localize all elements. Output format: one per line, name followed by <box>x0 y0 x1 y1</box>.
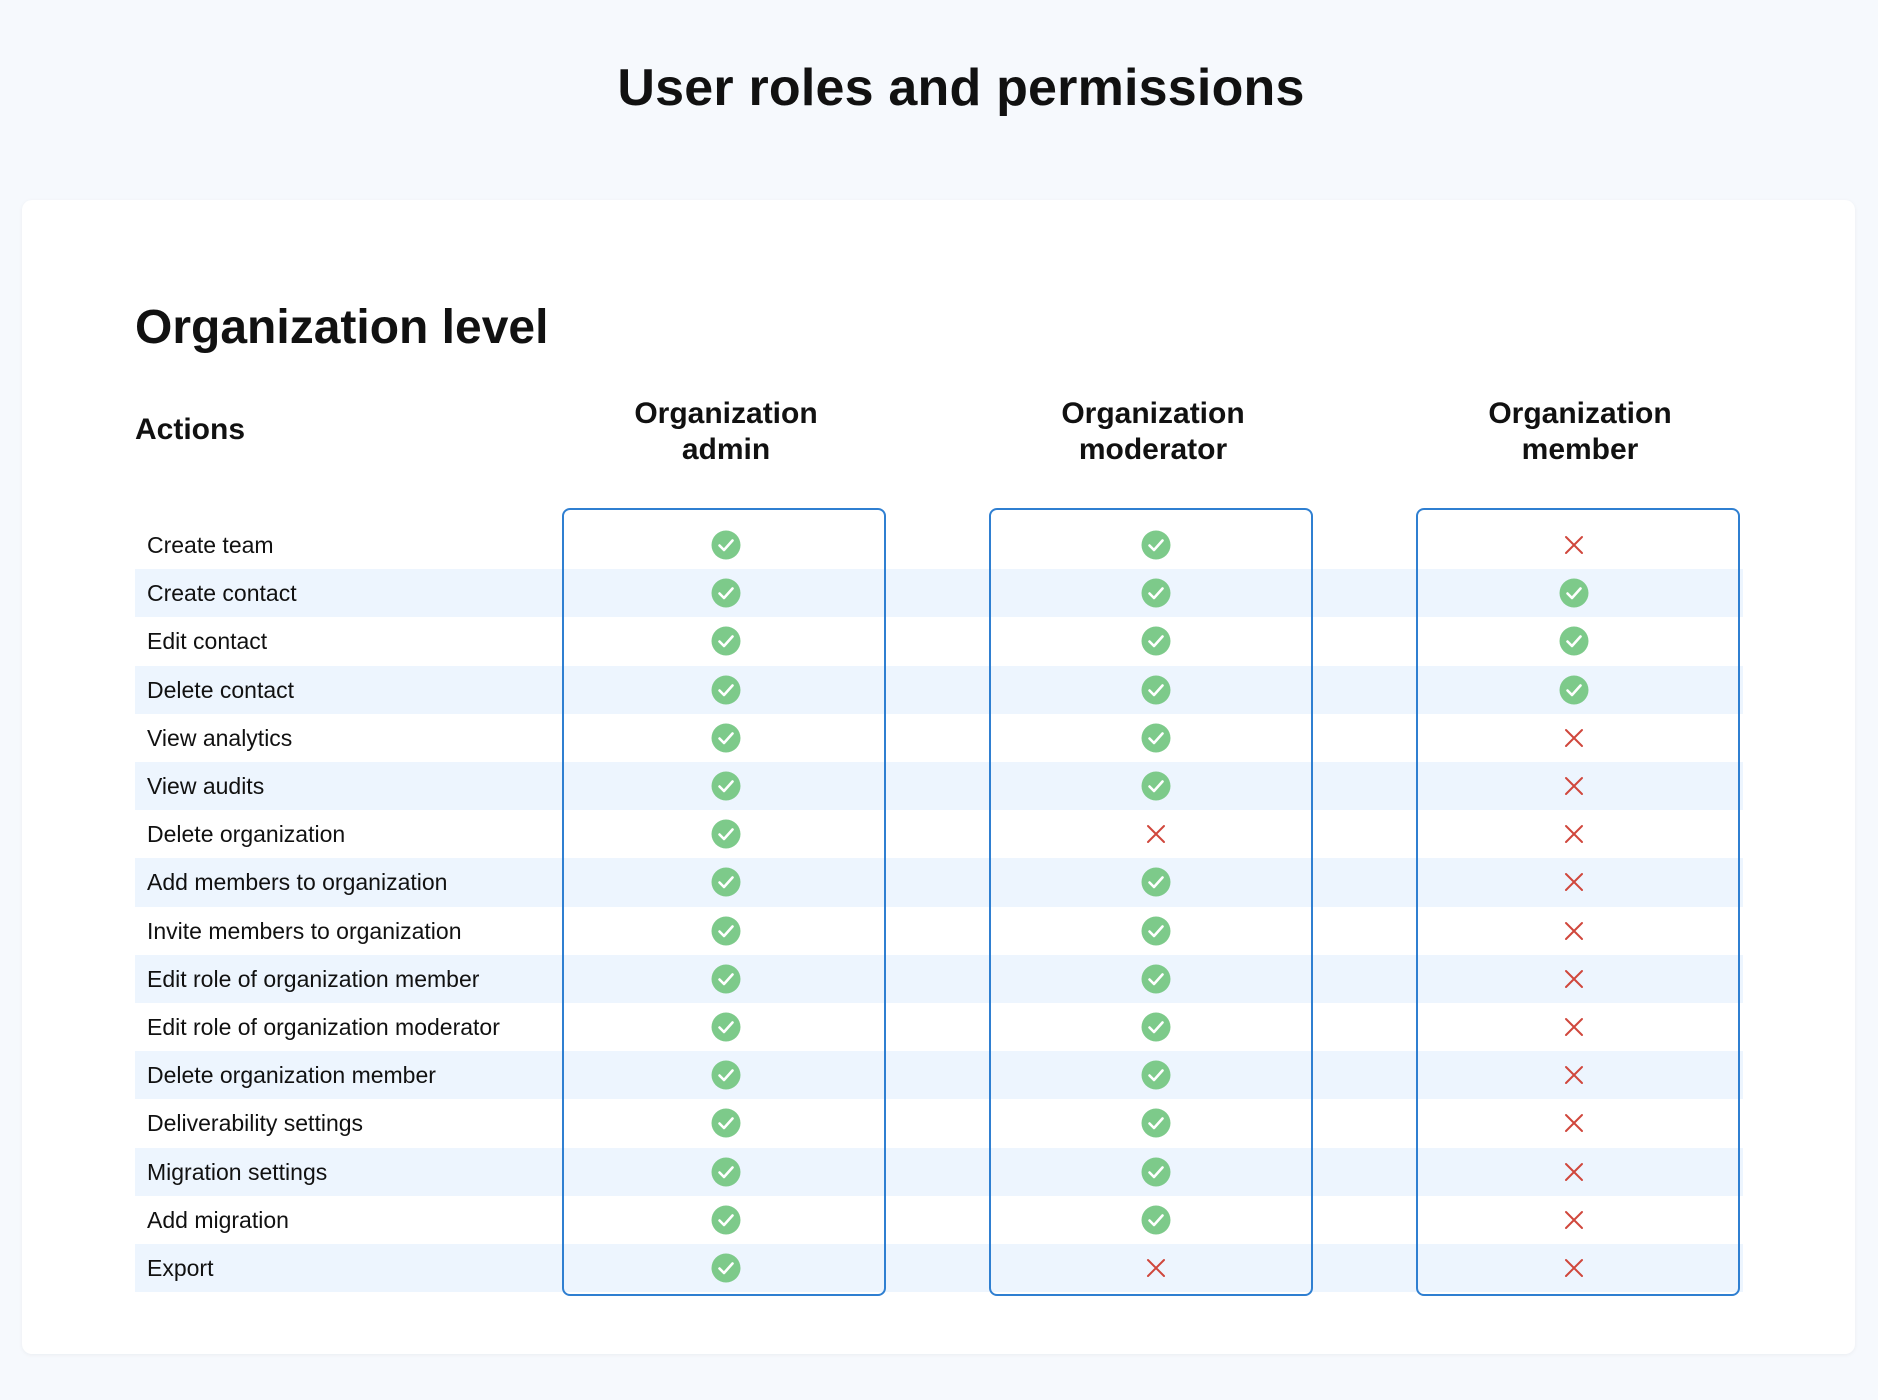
check-circle-icon-admin <box>711 530 741 560</box>
action-label: Edit contact <box>147 628 268 655</box>
check-circle-icon-member <box>1559 578 1589 608</box>
column-header-moderator-line2: moderator <box>1078 433 1228 466</box>
cross-icon-member <box>1559 1060 1589 1090</box>
table-row <box>135 617 1743 665</box>
check-circle-icon-admin <box>711 723 741 753</box>
check-circle-icon-admin <box>711 1108 741 1138</box>
action-label: Delete organization <box>147 821 346 848</box>
column-header-admin <box>563 396 889 468</box>
check-circle-icon-moderator <box>1141 626 1171 656</box>
page-title: User roles and permissions <box>617 59 1305 117</box>
table-row <box>135 1244 1743 1292</box>
cross-icon-moderator <box>1141 1253 1171 1283</box>
action-label: Deliverability settings <box>147 1110 364 1137</box>
action-label: Add members to organization <box>147 869 448 896</box>
check-circle-icon-admin <box>711 1253 741 1283</box>
column-header-member-line2: member <box>1521 433 1639 466</box>
table-row <box>135 858 1743 906</box>
check-circle-icon-admin <box>711 675 741 705</box>
table-row <box>135 1148 1743 1196</box>
check-circle-icon-moderator <box>1141 771 1171 801</box>
action-label: View analytics <box>147 724 293 751</box>
column-header-admin-line1: Organization <box>634 397 818 430</box>
column-header-admin-line2: admin <box>681 433 771 466</box>
cross-icon-member <box>1559 1108 1589 1138</box>
cross-icon-member <box>1559 867 1589 897</box>
table-row <box>135 714 1743 762</box>
check-circle-icon-admin <box>711 1157 741 1187</box>
check-circle-icon-admin <box>711 1205 741 1235</box>
check-circle-icon-moderator <box>1141 530 1171 560</box>
action-label: Export <box>147 1255 214 1281</box>
cross-icon-member <box>1559 819 1589 849</box>
cross-icon-member <box>1559 1253 1589 1283</box>
cross-icon-member <box>1559 771 1589 801</box>
check-circle-icon-moderator <box>1141 1205 1171 1235</box>
check-circle-icon-moderator <box>1141 578 1171 608</box>
cross-icon-member <box>1559 530 1589 560</box>
cross-icon-member <box>1559 1012 1589 1042</box>
action-label: Migration settings <box>147 1158 328 1185</box>
action-label: Create contact <box>147 580 297 607</box>
check-circle-icon-admin <box>711 771 741 801</box>
cross-icon-member <box>1559 1157 1589 1187</box>
cross-icon-moderator <box>1141 819 1171 849</box>
check-circle-icon-member <box>1559 626 1589 656</box>
action-label: Delete organization member <box>147 1062 436 1089</box>
check-circle-icon-moderator <box>1141 1060 1171 1090</box>
check-circle-icon-admin <box>711 964 741 994</box>
action-label: Create team <box>147 532 274 558</box>
check-circle-icon-moderator <box>1141 1108 1171 1138</box>
check-circle-icon-moderator <box>1141 867 1171 897</box>
check-circle-icon-admin <box>711 578 741 608</box>
cross-icon-member <box>1559 964 1589 994</box>
check-circle-icon-admin <box>711 867 741 897</box>
check-circle-icon-moderator <box>1141 1157 1171 1187</box>
column-header-member-line1: Organization <box>1488 397 1672 430</box>
cross-icon-member <box>1559 916 1589 946</box>
check-circle-icon-admin <box>711 1060 741 1090</box>
table-row <box>135 1196 1743 1244</box>
check-circle-icon-admin <box>711 626 741 656</box>
action-label: Edit role of organization moderator <box>147 1014 500 1040</box>
check-circle-icon-moderator <box>1141 964 1171 994</box>
table-row <box>135 1051 1743 1099</box>
action-label: Edit role of organization member <box>147 965 480 992</box>
section-title: Organization level <box>135 301 549 354</box>
table-row <box>135 907 1743 955</box>
cross-icon-member <box>1559 723 1589 753</box>
column-header-moderator <box>990 396 1316 468</box>
check-circle-icon-moderator <box>1141 916 1171 946</box>
column-header-member <box>1417 396 1743 468</box>
action-label: Add migration <box>147 1206 289 1233</box>
table-row <box>135 810 1743 858</box>
table-row <box>135 1003 1743 1051</box>
action-label: View audits <box>147 773 265 799</box>
check-circle-icon-moderator <box>1141 675 1171 705</box>
cross-icon-member <box>1559 1205 1589 1235</box>
action-label: Delete contact <box>147 676 295 703</box>
check-circle-icon-admin <box>711 819 741 849</box>
actions-column-header: Actions <box>135 413 246 446</box>
table-row <box>135 666 1743 714</box>
table-row <box>135 1099 1743 1147</box>
check-circle-icon-member <box>1559 675 1589 705</box>
table-row <box>135 569 1743 617</box>
check-circle-icon-admin <box>711 1012 741 1042</box>
check-circle-icon-admin <box>711 916 741 946</box>
table-row <box>135 521 1743 569</box>
check-circle-icon-moderator <box>1141 723 1171 753</box>
check-circle-icon-moderator <box>1141 1012 1171 1042</box>
table-row <box>135 955 1743 1003</box>
action-label: Invite members to organization <box>147 917 462 944</box>
table-row <box>135 762 1743 810</box>
column-header-moderator-line1: Organization <box>1061 397 1245 430</box>
